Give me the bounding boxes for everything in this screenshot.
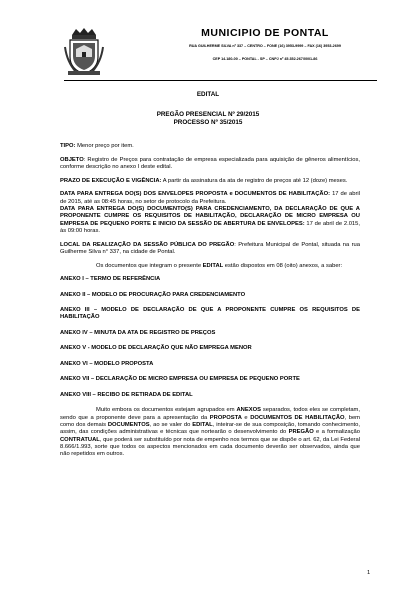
prazo-label: PRAZO DE EXECUÇÃO E VIGÊNCIA: bbox=[60, 177, 162, 184]
document-body bbox=[60, 143, 360, 465]
header-cep-cnpj: CEP 14.180-00 – PONTAL - SP – CNPJ nº 45.352.267/0001-86 bbox=[212, 57, 318, 61]
data-credenciamento-text: 17 de abril de 2.015, às 09:00 horas. bbox=[60, 220, 360, 234]
documentos-paragraph bbox=[60, 263, 360, 270]
closing-text: , que poderá ser substituído por nota de empenho nos termos que se dispõe o art. 62, da Lei Federal 8.666/1.993, sorte que todos os aspectos mencionados em cada documento deverão ser observados, ainda que não repetidos em outros. bbox=[60, 436, 360, 458]
closing-text: Muito embora os documentos estejam agrupados em bbox=[96, 407, 237, 414]
closing-bold: PREGÃO bbox=[288, 429, 314, 436]
closing-bold: EDITAL bbox=[192, 421, 213, 428]
municipality-name: MUNICIPIO DE PONTAL bbox=[201, 27, 329, 39]
annex-item: ANEXO V - MODELO DE DECLARAÇÃO QUE NÃO EMPREGA MENOR bbox=[60, 345, 252, 352]
closing-bold: PROPOSTA bbox=[209, 414, 242, 421]
municipal-coat-of-arms-icon bbox=[64, 27, 104, 77]
data-envelopes-text: 17 de abril de 2015, até as 08:45 horas, no setor de protocolo da Prefeitura. bbox=[60, 191, 360, 205]
data-envelopes-label: DATA PARA ENTREGA DO(S) DOS ENVELOPES PROPOSTA e DOCUMENTOS DE HABILITAÇÃO: bbox=[60, 191, 331, 198]
docs-text-post: estão dispostos em 08 (oito) anexos, a saber: bbox=[223, 262, 343, 269]
doc-title-processo: PROCESSO Nº 35/2015 bbox=[173, 119, 243, 126]
closing-text: , bem como dos demais bbox=[60, 414, 360, 428]
closing-text: e a formalização bbox=[313, 429, 360, 436]
closing-text: separados, todos eles se completam, sendo que a proponente deve para a apresentação da bbox=[60, 407, 360, 421]
closing-text: , ao se valer do bbox=[149, 421, 193, 428]
closing-paragraph bbox=[60, 407, 360, 458]
closing-bold: CONTRATUAL bbox=[60, 436, 100, 443]
objeto-label: OBJETO bbox=[60, 156, 84, 163]
closing-bold: ANEXOS bbox=[236, 407, 261, 414]
page-number: 1 bbox=[367, 570, 371, 576]
header-address: RUA GUILHERME SILVA nº 337 – CENTRO – FONE (16) 3953-9999 – FAX (16) 3953-2699 bbox=[189, 44, 341, 48]
header-divider bbox=[64, 80, 377, 81]
prazo-paragraph bbox=[60, 178, 360, 185]
objeto-text: : Registro de Preços para contratação de empresa especializada para aquisição de gêneros alimentícios, conforme descrição no anexo I deste edital. bbox=[60, 156, 360, 170]
closing-text: e bbox=[241, 414, 251, 421]
local-text: : Prefeitura Municipal de Pontal, situada na rua Guilherme Silva n° 337, na cidade de Pontal. bbox=[60, 241, 360, 255]
doc-title-edital: EDITAL bbox=[196, 91, 220, 98]
local-label: LOCAL DA REALIZAÇÃO DA SESSÃO PÚBLICA DO PREGÃO bbox=[60, 241, 235, 248]
objeto-paragraph bbox=[60, 157, 360, 172]
annex-item: ANEXO IV – MINUTA DA ATA DE REGISTRO DE PREÇOS bbox=[60, 329, 216, 336]
annex-item: ANEXO III – MODELO DE DECLARAÇÃO DE QUE A PROPONENTE CUMPRE OS REQUISITOS DE HABILITAÇÃO bbox=[60, 307, 360, 321]
annex-item: ANEXO VI – MODELO PROPOSTA bbox=[60, 360, 154, 367]
tipo-label: TIPO: bbox=[60, 143, 76, 149]
closing-bold: DOCUMENTOS DE HABILITAÇÃO bbox=[250, 414, 345, 421]
annex-list bbox=[60, 276, 360, 399]
annex-item: ANEXO VIII – RECIBO DE RETIRADA DE EDITAL bbox=[60, 391, 193, 398]
doc-title-pregao: PREGÃO PRESENCIAL Nº 29/2015 bbox=[156, 111, 260, 118]
docs-edital-bold: EDITAL bbox=[202, 262, 224, 269]
data-credenciamento-label: DATA PARA ENTREGA DO(S) DOCUMENTO(S) PARA CREDENCIAMENTO, DA DECLARAÇÃO DE QUE A PROPONENTE CUMPRE OS REQUISITOS DE HABILITAÇÃO, DECLARAÇÃO DE MICRO EMPRESA OU EMPRESA DE PEQUENO PORTE E INICIO DA SESSÃO DE ABERTURA DE ENVELOPES: bbox=[60, 205, 360, 227]
prazo-text: A partir da assinatura da ata de registro de preços até 12 (doze) meses. bbox=[161, 177, 348, 184]
annex-item: ANEXO VII – DECLARAÇÃO DE MICRO EMPRESA OU EMPRESA DE PEQUENO PORTE bbox=[60, 376, 300, 383]
tipo-paragraph bbox=[60, 143, 360, 150]
data-envelopes-paragraph bbox=[60, 191, 360, 235]
closing-bold: DOCUMENTOS bbox=[107, 421, 150, 428]
tipo-text: Menor preço por item. bbox=[75, 143, 134, 149]
annex-item: ANEXO II – MODELO DE PROCURAÇÃO PARA CREDENCIAMENTO bbox=[60, 291, 246, 298]
docs-text-pre: Os documentos que integram o presente bbox=[96, 262, 203, 269]
closing-text: , inteirar-se de sua composição, tomando conhecimento, assim, das condições administrativas e técnicas que nortearão o desenvolvimento do bbox=[60, 421, 360, 436]
local-paragraph bbox=[60, 242, 360, 257]
annex-item: ANEXO I – TERMO DE REFERÊNCIA bbox=[60, 276, 161, 283]
